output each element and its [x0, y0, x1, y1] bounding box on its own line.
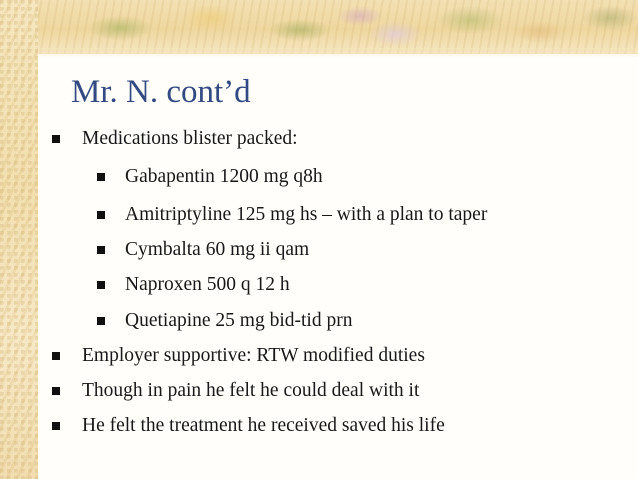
sub-bullet-item-amitriptyline [97, 204, 487, 226]
square-bullet-icon [52, 387, 60, 395]
sub-bullet-text: Amitriptyline 125 mg hs – with a plan to taper [125, 204, 488, 225]
bullet-text: Though in pain he felt he could deal with it [82, 380, 420, 401]
square-bullet-icon [97, 246, 105, 254]
bullet-item-employer [52, 345, 425, 367]
sub-bullet-text: Naproxen 500 q 12 h [125, 274, 290, 295]
bullet-text: Employer supportive: RTW modified duties [82, 345, 425, 366]
bullet-item-treatment [52, 415, 445, 437]
sub-bullet-text: Quetiapine 25 mg bid-tid prn [125, 310, 353, 331]
sub-bullet-item-cymbalta [97, 239, 309, 261]
sub-bullet-text: Gabapentin 1200 mg q8h [125, 166, 323, 187]
sub-bullet-item-gabapentin [97, 166, 323, 188]
slide-title: Mr. N. cont’d [71, 74, 251, 110]
square-bullet-icon [52, 352, 60, 360]
sub-bullet-item-naproxen [97, 274, 290, 296]
bullet-text: He felt the treatment he received saved his life [82, 415, 445, 436]
bullet-item-medications [52, 128, 298, 150]
bullet-item-pain [52, 380, 419, 402]
bullet-text: Medications blister packed: [82, 128, 298, 149]
square-bullet-icon [97, 281, 105, 289]
sub-bullet-item-quetiapine [97, 310, 352, 332]
square-bullet-icon [52, 135, 60, 143]
sub-bullet-text: Cymbalta 60 mg ii qam [125, 239, 310, 260]
square-bullet-icon [97, 211, 105, 219]
square-bullet-icon [52, 422, 60, 430]
square-bullet-icon [97, 173, 105, 181]
square-bullet-icon [97, 317, 105, 325]
